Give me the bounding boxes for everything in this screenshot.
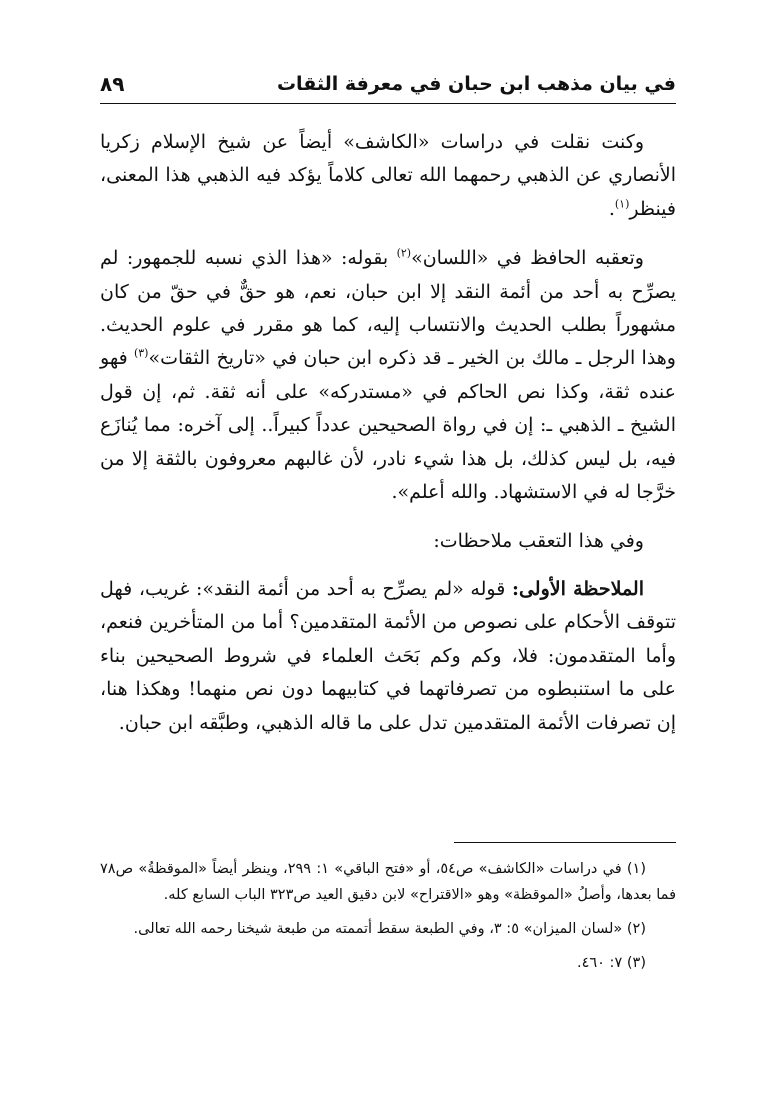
main-text [100,126,676,756]
paragraph-1 [100,126,676,226]
footnote-2: (٢) «لسان الميزان» ٥: ٣، وفي الطبعة سقط أتممته من طبعة شيخنا رحمه الله تعالى. [133,921,646,937]
paragraph-2-text-b: بقوله: «هذا الذي نسبه للجمهور: لم يصرِّح به أحد من أئمة النقد إلا ابن حبان، نعم، هو حقٌّ في حقّ من كان مشهوراً بطلب الحديث والانتساب إليه، كما هو مقرر في علوم الحديث. وهذا الرجل ـ مالك بن الخير ـ قد ذكره ابن حبان في «تاريخ الثقات» [100,247,676,370]
header-title: في بيان مذهب ابن حبان في معرفة الثقات [276,73,676,95]
paragraph-4 [100,573,676,740]
paragraph-3 [100,525,676,558]
footnotes [100,856,676,984]
paragraph-1-text: وكنت نقلت في دراسات «الكاشف» أيضاً عن شيخ الإسلام زكريا الأنصاري عن الذهبي رحمهما الله تعالى كلاماً يؤكد فيه الذهبي هذا المعنى، فينظر [100,131,676,220]
page-number: ٨٩ [100,72,125,96]
footnote-3: (٣) ٧: ٤٦٠. [576,955,646,971]
footnote-ref-3[interactable]: (٣) [133,347,149,361]
paragraph-4-text: قوله «لم يصرِّح به أحد من أئمة النقد»: غريب، فهل تتوقف الأحكام على نصوص من الأئمة المتقدمين؟ أما من المتأخرين فنعم، وأما المتقدمون: فلا، وكم وكم بَحَث العلماء في شروط الصحيحين بناء على ما استنبطوه من تصرفاتهما في كتابيهما دون نص منهما! وهكذا هنا، إن تصرفات الأئمة المتقدمين تدل على ما قاله الذهبي، وطبَّقه ابن حبان. [100,577,676,734]
paragraph-2-text-c: فهو عنده ثقة، وكذا نص الحاكم في «مستدركه» على أنه ثقة. ثم، إن قول الشيخ ـ الذهبي ـ: إن في رواة الصحيحين عدداً كبيراً.. إلى آخره: مما يُنازَع فيه، بل ليس كذلك، بل هذا شيء نادر، لأن غالبهم معروفون بالثقة إلا من خرَّجا له في الاستشهاد. والله أعلم». [100,347,676,504]
running-header [100,66,676,102]
footnote-ref-2[interactable]: (٢) [396,246,412,260]
footnote-ref-1[interactable]: (١) [614,197,630,211]
header-divider [100,103,676,104]
paragraph-2-text-a: وتعقبه الحافظ في «اللسان» [411,247,644,270]
footnote-divider [454,842,676,843]
paragraph-2 [100,242,676,509]
paragraph-3-text: وفي هذا التعقب ملاحظات: [433,530,644,553]
remark-heading: الملاحظة الأولى: [511,577,644,600]
paragraph-1-end: . [608,197,615,220]
footnote-1: (١) في دراسات «الكاشف» ص٥٤، أو «فتح الباقي» ١: ٢٩٩، وينظر أيضاً «الموقظةُ» ص٧٨ فما بعدها، وأصلُ «الموقظة» وهو «الاقتراح» لابن دقيق العيد ص٣٢٣ الباب السابع كله. [100,861,676,903]
